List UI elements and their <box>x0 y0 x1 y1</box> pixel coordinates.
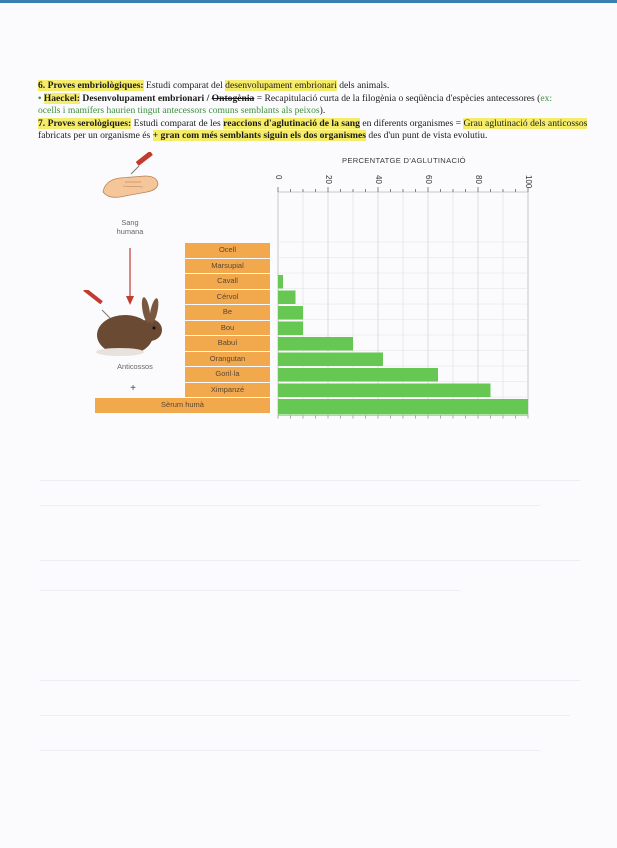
green-note: ex: <box>540 92 553 104</box>
text: ). <box>319 105 326 117</box>
bar-cavall <box>278 275 283 289</box>
bullet: • <box>38 92 42 104</box>
text: = Recapitulació curta de la filogènia o seqüència d'espècies antecessores ( <box>254 92 541 104</box>
tick-label-40: 40 <box>374 175 383 184</box>
bleed-through-line <box>40 680 580 681</box>
text: en diferents organismes = <box>359 117 464 129</box>
bleed-through-line <box>40 715 570 716</box>
bar-c-rvol <box>278 291 296 305</box>
category-label-goril-la: Goril·la <box>185 367 270 383</box>
tick-label-0: 0 <box>274 175 283 180</box>
tick-label-100: 100 <box>524 175 533 189</box>
category-label-bou: Bou <box>185 321 270 337</box>
text: des d'un punt de vista evolutiu. <box>366 130 488 142</box>
heading-serological: 7. Proves serològiques: <box>38 117 132 129</box>
category-label-orangutan: Orangutan <box>185 352 270 368</box>
heading-embryological: 6. Proves embriològiques: <box>38 80 144 91</box>
bar-be <box>278 306 303 320</box>
tick-label-20: 20 <box>324 175 333 184</box>
category-label-babu-: Babuí <box>185 336 270 352</box>
category-label-ximpanz-: Ximpanzé <box>185 383 270 399</box>
haeckel-subtitle: Desenvolupament embrionari / <box>80 92 212 104</box>
bleed-through-line <box>40 560 580 561</box>
bar-orangutan <box>278 353 383 367</box>
category-label-be: Be <box>185 305 270 321</box>
haeckel-title: Haeckel: <box>43 92 80 104</box>
sang-humana-label: Sang humana <box>116 218 144 236</box>
tick-label-60: 60 <box>424 175 433 184</box>
plus-sign: + <box>130 383 136 394</box>
bar-s-rum-hum- <box>278 399 528 415</box>
bleed-through-line <box>40 480 580 481</box>
category-label-c-rvol: Cérvol <box>185 290 270 306</box>
ontogenia: Ontogènia <box>211 92 255 104</box>
highlight: + gran com més semblants siguin els dos organismes <box>152 130 366 142</box>
category-label-s-rum-hum-: Sèrum humà <box>95 398 270 414</box>
tick-label-80: 80 <box>474 175 483 184</box>
bar-babu- <box>278 337 353 351</box>
category-label-ocell: Ocell <box>185 243 270 259</box>
category-label-marsupial: Marsupial <box>185 259 270 275</box>
bleed-through-line <box>40 750 540 751</box>
chart-title: PERCENTATGE D'AGLUTINACIÓ <box>342 156 466 165</box>
category-label-cavall: Cavall <box>185 274 270 290</box>
highlight: reaccions d'aglutinació de la sang <box>223 117 360 129</box>
bar-bou <box>278 322 303 336</box>
bar-ximpanz- <box>278 384 491 398</box>
text: fabricats per un organisme és <box>38 130 153 142</box>
highlight: desenvolupament embrionari <box>225 80 337 91</box>
bleed-through-line <box>40 505 540 506</box>
bar-goril-la <box>278 368 438 382</box>
anticossos-label: Anticossos <box>117 362 153 371</box>
text: Estudi comparat del <box>143 80 226 91</box>
bleed-through-line <box>40 590 460 591</box>
text: dels animals. <box>336 80 390 91</box>
highlight: Grau aglutinació dels anticossos <box>463 117 588 129</box>
green-note: ocells i mamífers haurien tingut antecessors comuns semblants als peixos <box>38 105 320 117</box>
text: Estudi comparat de les <box>131 117 224 129</box>
